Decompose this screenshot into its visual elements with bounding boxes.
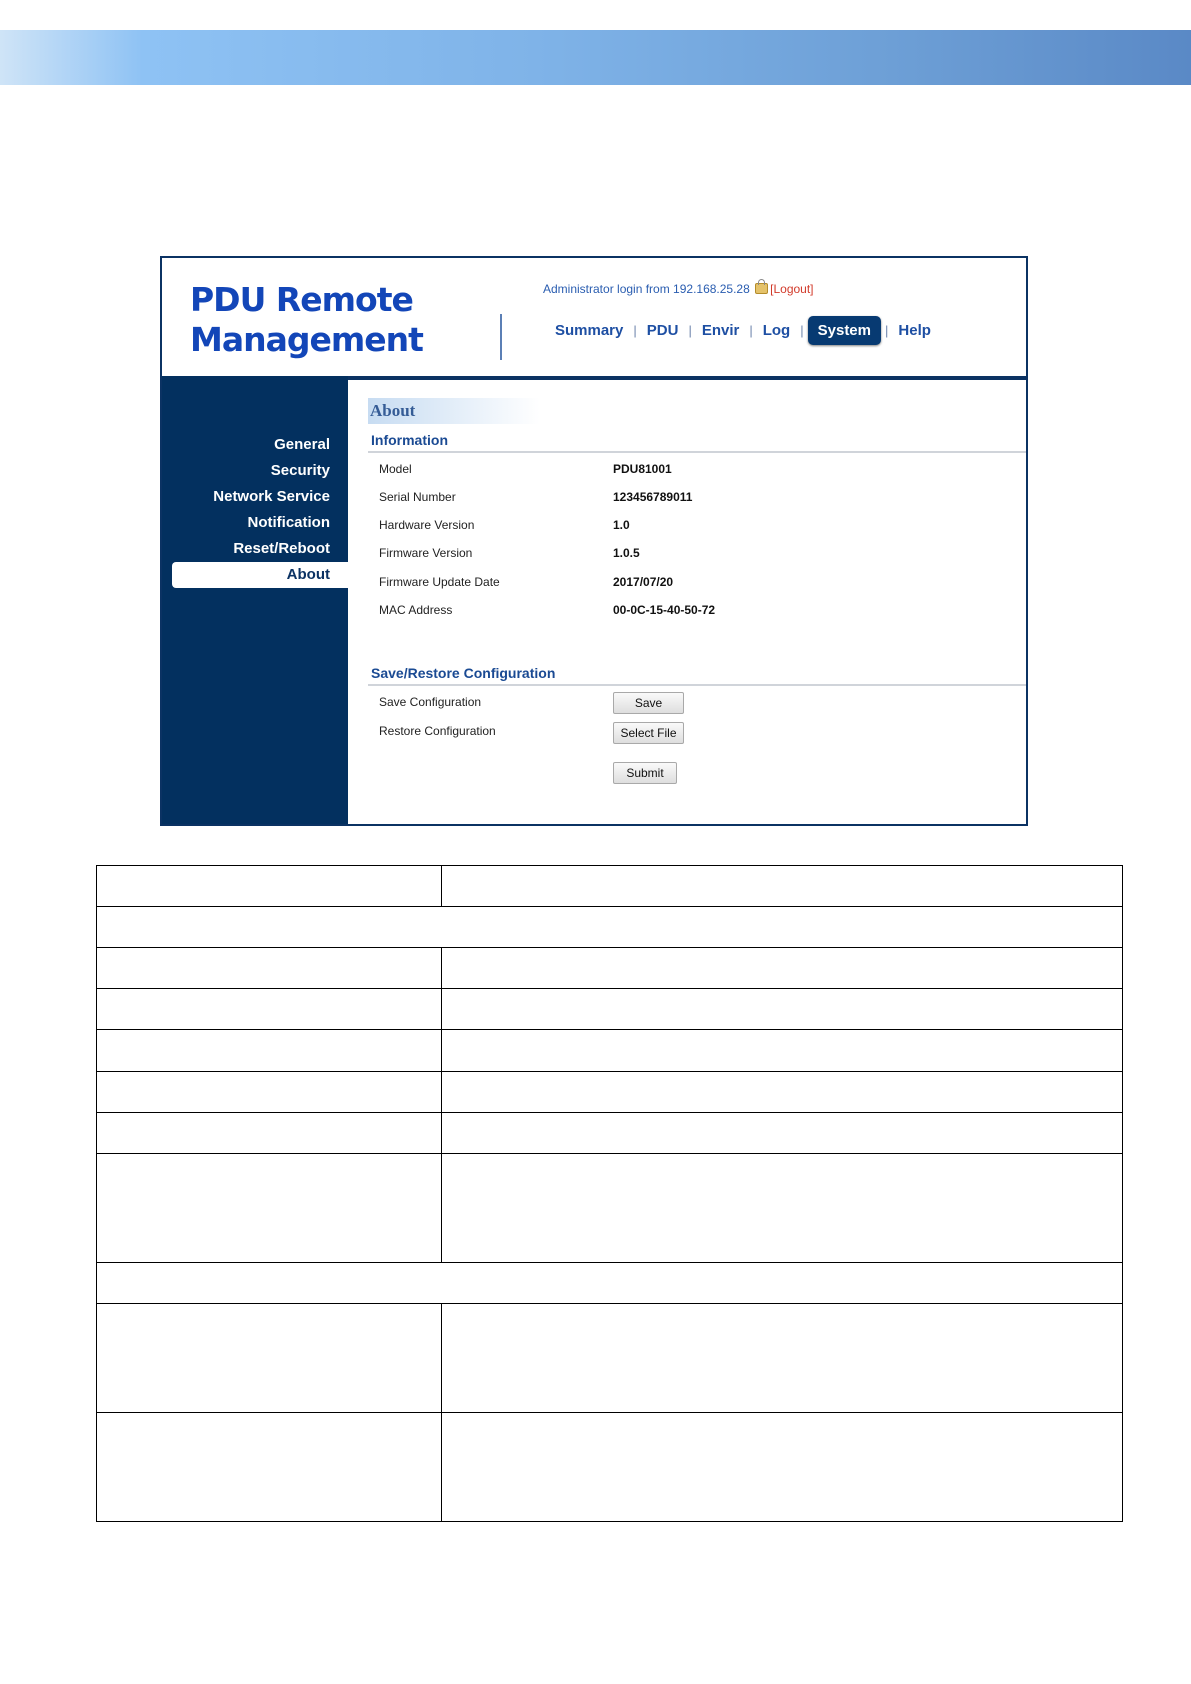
table-cell (97, 1072, 442, 1113)
login-text: Administrator login from 192.168.25.28 (543, 282, 750, 296)
table-row (97, 948, 1123, 989)
table-row (97, 1030, 1123, 1072)
main-nav (545, 316, 941, 345)
info-value: 00-0C-15-40-50-72 (613, 603, 716, 617)
table-row (97, 1304, 1123, 1413)
restore-config-label: Restore Configuration (379, 724, 496, 738)
sidebar-item-about[interactable]: About (172, 562, 348, 588)
info-label: MAC Address (379, 603, 453, 617)
table-row (97, 989, 1123, 1030)
nav-help[interactable]: Help (898, 322, 931, 339)
nav-separator: | (800, 323, 804, 338)
info-value: PDU81001 (613, 462, 672, 476)
main-content (348, 380, 1026, 826)
info-value: 1.0 (613, 518, 630, 532)
description-table (96, 865, 1123, 1522)
app-title-line1: PDU Remote (190, 280, 413, 319)
nav-log[interactable]: Log (762, 322, 791, 339)
nav-separator: | (885, 323, 889, 338)
info-value: 1.0.5 (613, 546, 640, 560)
table-row (97, 1413, 1123, 1522)
table-cell (97, 1154, 442, 1263)
info-label: Firmware Update Date (379, 575, 500, 589)
table-cell (442, 1113, 1123, 1154)
table-cell (442, 1072, 1123, 1113)
app-header (162, 258, 1026, 376)
table-cell (442, 1413, 1123, 1522)
table-row (97, 907, 1123, 948)
info-label: Serial Number (379, 490, 456, 504)
sidebar-menu (162, 432, 348, 588)
lock-icon (755, 283, 768, 294)
info-label: Firmware Version (379, 546, 473, 560)
table-cell (442, 1154, 1123, 1263)
login-status (543, 282, 814, 296)
info-row-mac-address (379, 603, 979, 623)
table-row (97, 1113, 1123, 1154)
nav-pdu[interactable]: PDU (646, 322, 679, 339)
sidebar-item-security[interactable]: Security (270, 462, 330, 479)
table-cell (97, 1413, 442, 1522)
nav-separator: | (633, 323, 637, 338)
sidebar-item-reset-reboot[interactable]: Reset/Reboot (233, 540, 330, 557)
page-title: About (368, 398, 540, 424)
table-row (97, 866, 1123, 907)
nav-summary[interactable]: Summary (555, 322, 624, 339)
table-cell (97, 1263, 1123, 1304)
pdu-screenshot (160, 256, 1028, 826)
table-cell (97, 907, 1123, 948)
logout-link[interactable]: [Logout] (770, 282, 814, 296)
info-label: Model (379, 462, 412, 476)
section-divider (368, 684, 1026, 686)
section-divider (368, 451, 1026, 453)
table-cell (442, 866, 1123, 907)
table-cell (97, 866, 442, 907)
table-cell (442, 1030, 1123, 1072)
table-row (97, 1154, 1123, 1263)
info-row-model (379, 462, 979, 482)
table-cell (97, 1113, 442, 1154)
info-value: 2017/07/20 (613, 575, 674, 589)
nav-system[interactable]: System (808, 316, 881, 345)
save-config-label: Save Configuration (379, 695, 482, 709)
submit-button[interactable]: Submit (613, 762, 677, 784)
app-title-line2: Management (190, 320, 423, 359)
information-section-title: Information (371, 432, 448, 448)
nav-separator: | (749, 323, 753, 338)
table-cell (442, 989, 1123, 1030)
nav-envir[interactable]: Envir (701, 322, 740, 339)
table-cell (97, 948, 442, 989)
sidebar-item-general[interactable]: General (274, 436, 330, 453)
info-row-firmware-version (379, 546, 979, 566)
sidebar-item-network-service[interactable]: Network Service (213, 488, 330, 505)
table-cell (97, 989, 442, 1030)
sidebar (162, 376, 348, 826)
app-logo (190, 280, 423, 360)
top-banner (0, 30, 1191, 85)
table-cell (97, 1030, 442, 1072)
select-file-button[interactable]: Select File (613, 722, 684, 744)
info-label: Hardware Version (379, 518, 475, 532)
table-cell (442, 948, 1123, 989)
table-cell (442, 1304, 1123, 1413)
nav-separator: | (688, 323, 692, 338)
table-row (97, 1072, 1123, 1113)
header-divider (500, 314, 502, 360)
table-cell (97, 1304, 442, 1413)
sidebar-item-notification[interactable]: Notification (247, 514, 330, 531)
info-row-serial-number (379, 490, 979, 510)
save-restore-section-title: Save/Restore Configuration (371, 665, 556, 681)
info-value: 123456789011 (613, 490, 693, 504)
info-row-firmware-update-date (379, 575, 979, 595)
save-button[interactable]: Save (613, 692, 684, 714)
info-row-hardware-version (379, 518, 979, 538)
table-row (97, 1263, 1123, 1304)
